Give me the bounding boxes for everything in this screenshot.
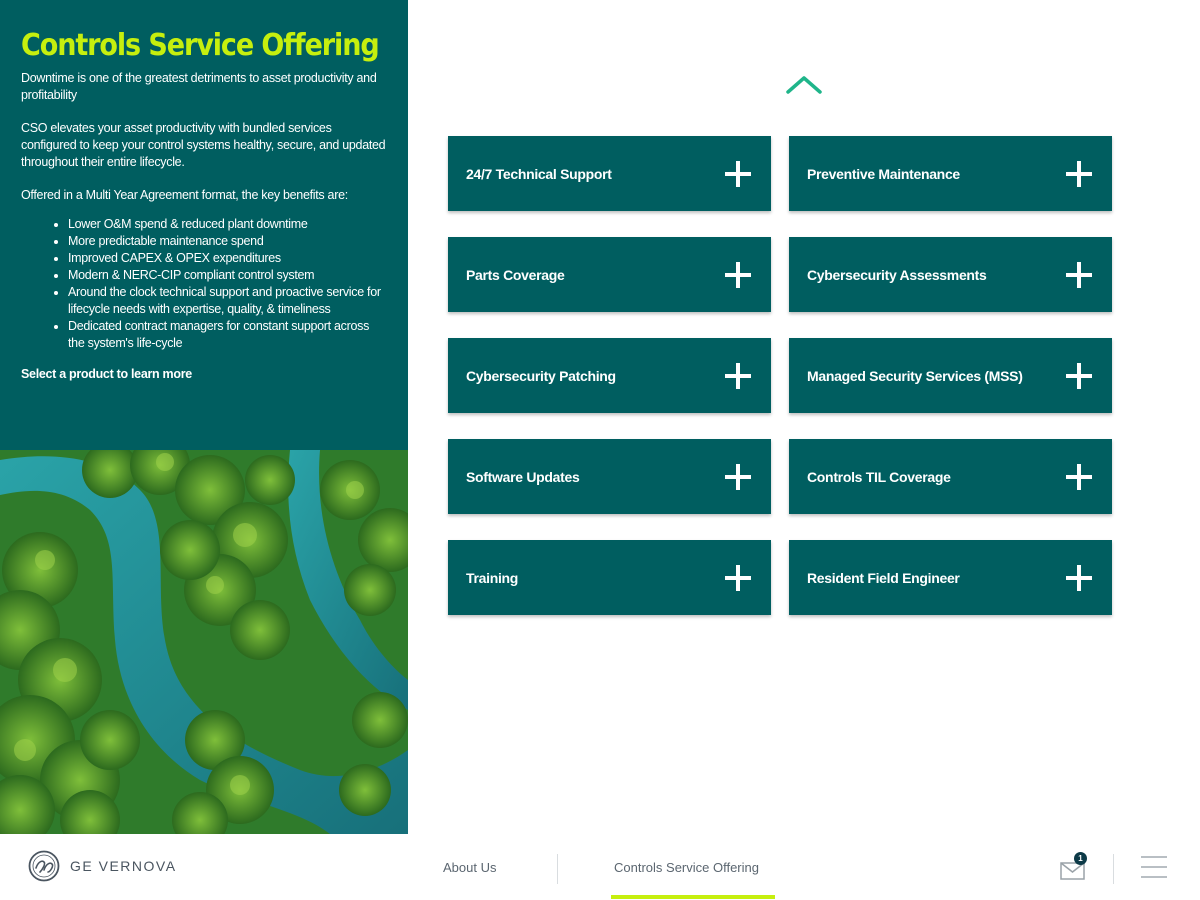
- plus-icon: [1066, 464, 1092, 490]
- benefit-item: • Around the clock technical support and proactive service for lifecycle needs with expertise, quality, & timeliness: [68, 284, 388, 318]
- service-cybersecurity-patching-button[interactable]: [448, 338, 771, 413]
- service-label: 24/7 Technical Support: [466, 165, 612, 182]
- plus-icon: [725, 161, 751, 187]
- service-software-updates-button[interactable]: [448, 439, 771, 514]
- ge-vernova-logo[interactable]: [28, 850, 177, 882]
- service-label: Preventive Maintenance: [807, 165, 960, 182]
- plus-icon: [1066, 161, 1092, 187]
- service-resident-field-engineer-button[interactable]: [789, 540, 1112, 615]
- page-title: Controls Service Offering: [21, 28, 379, 63]
- plus-icon: [725, 464, 751, 490]
- intro-paragraph-downtime: Downtime is one of the greatest detriments to asset productivity and profitability: [21, 71, 377, 102]
- plus-icon: [725, 565, 751, 591]
- plus-icon: [1066, 363, 1092, 389]
- logo-wordmark: GE VERNOVA: [70, 858, 177, 874]
- service-label: Cybersecurity Assessments: [807, 266, 987, 283]
- service-label: Training: [466, 569, 519, 586]
- hamburger-menu-icon[interactable]: [1141, 854, 1167, 880]
- nav-about-us[interactable]: About Us: [443, 860, 497, 875]
- nav-divider: [557, 854, 558, 884]
- forest-river-image: [0, 450, 408, 834]
- mail-button[interactable]: [1060, 856, 1088, 882]
- benefit-item: • More predictable maintenance spend: [68, 233, 388, 250]
- nav-divider: [1113, 854, 1114, 884]
- benefit-item: • Modern & NERC-CIP compliant control system: [68, 267, 388, 284]
- service-technical-support-button[interactable]: [448, 136, 771, 211]
- select-product-prompt: Select a product to learn more: [21, 367, 192, 381]
- service-label: Software Updates: [466, 468, 580, 485]
- service-cybersecurity-assessments-button[interactable]: [789, 237, 1112, 312]
- ge-monogram-icon: [28, 850, 60, 882]
- service-controls-til-coverage-button[interactable]: [789, 439, 1112, 514]
- service-label: Cybersecurity Patching: [466, 367, 616, 384]
- benefits-list: [21, 216, 388, 352]
- service-preventive-maintenance-button[interactable]: [789, 136, 1112, 211]
- benefit-item: • Improved CAPEX & OPEX expenditures: [68, 250, 388, 267]
- active-nav-indicator: [611, 895, 775, 899]
- service-training-button[interactable]: [448, 540, 771, 615]
- plus-icon: [1066, 262, 1092, 288]
- intro-panel: [0, 0, 408, 450]
- benefit-item: • Dedicated contract managers for constant support across the system's life-cycle: [68, 318, 388, 352]
- service-parts-coverage-button[interactable]: [448, 237, 771, 312]
- scroll-up-button[interactable]: [784, 70, 824, 98]
- plus-icon: [1066, 565, 1092, 591]
- service-managed-security-button[interactable]: [789, 338, 1112, 413]
- nav-controls-service-offering[interactable]: Controls Service Offering: [614, 860, 759, 875]
- notification-badge: 1: [1074, 852, 1087, 865]
- chevron-up-icon: [784, 70, 824, 98]
- footer-nav: [0, 834, 1200, 900]
- service-label: Controls TIL Coverage: [807, 468, 951, 485]
- plus-icon: [725, 262, 751, 288]
- plus-icon: [725, 363, 751, 389]
- intro-paragraph-cso: CSO elevates your asset productivity with bundled services configured to keep your control systems healthy, secure, and updated throughout their entire lifecycle.: [21, 121, 386, 169]
- benefit-item: • Lower O&M spend & reduced plant downtime: [68, 216, 388, 233]
- service-label: Managed Security Services (MSS): [807, 367, 1023, 384]
- intro-paragraph-benefits: Offered in a Multi Year Agreement format, the key benefits are:: [21, 188, 348, 202]
- service-label: Parts Coverage: [466, 266, 565, 283]
- service-label: Resident Field Engineer: [807, 569, 960, 586]
